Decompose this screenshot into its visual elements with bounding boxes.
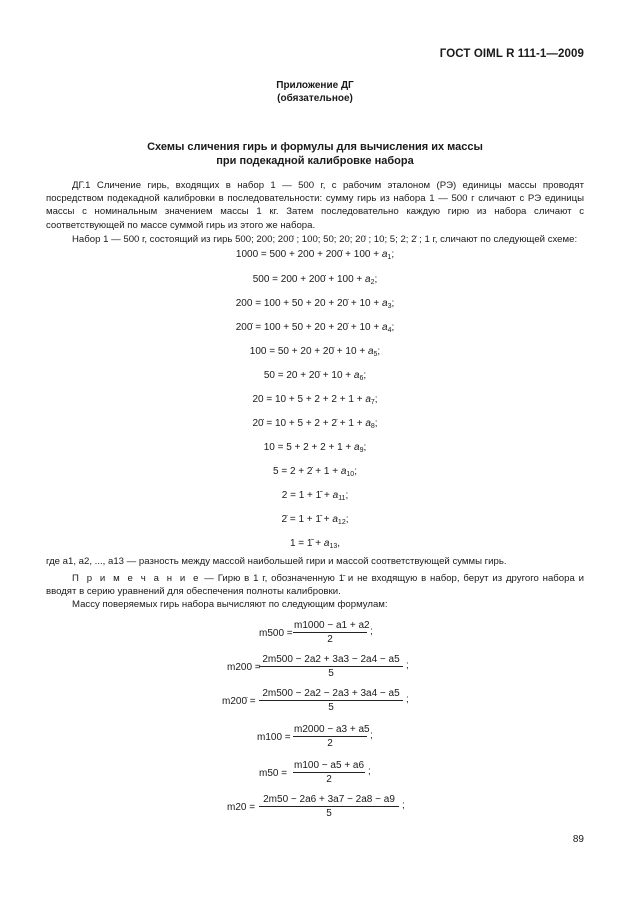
equation-tail: ; xyxy=(345,490,349,501)
equation-tail: ; xyxy=(345,514,349,525)
equation-variable: a xyxy=(365,274,371,285)
formula-tail: ; xyxy=(370,626,373,637)
equation-variable: a xyxy=(332,490,339,501)
equation-subscript: 3 xyxy=(387,303,392,310)
equation-tail: , xyxy=(337,538,341,549)
equation-lhs: 500 = 200 + 200̇ + 100 + xyxy=(252,274,366,285)
equation-tail: ; xyxy=(391,249,395,260)
where-text: где a1, a2, ..., a13 — разность между массой наибольшей гири и массой соответствующей суммы гирь. xyxy=(46,556,507,567)
formula-lhs: m20 = xyxy=(227,802,256,813)
note xyxy=(46,572,584,598)
equation-subscript: 13 xyxy=(329,543,338,550)
formula-lhs: m200̇ = xyxy=(222,696,256,707)
equation-lhs: 50 = 20 + 20̇ + 10 + xyxy=(263,370,354,381)
formula-denominator: 5 xyxy=(328,702,334,713)
formula-tail: ; xyxy=(368,766,371,777)
formula-denominator: 2 xyxy=(326,774,332,785)
formula-tail: ; xyxy=(402,800,405,811)
formula-tail: ; xyxy=(406,660,409,671)
equation-lhs: 100 = 50 + 20 + 20̇ + 10 + xyxy=(249,346,368,357)
page-number: 89 xyxy=(572,834,584,845)
formula-numerator: 2m500 − 2a2 − 2a3 + 3a4 − a5 xyxy=(259,688,403,701)
equation-lhs: 20 = 10 + 5 + 2 + 2 + 1 + xyxy=(252,394,366,405)
equation-tail: ; xyxy=(374,394,378,405)
formula-lhs: m500 = xyxy=(259,628,293,639)
formula-denominator: 2 xyxy=(327,738,333,749)
equation-9 xyxy=(0,442,630,454)
formula-numerator: 2m50 − 2a6 + 3a7 − 2a8 − a9 xyxy=(259,794,399,807)
equation-variable: a xyxy=(382,322,388,333)
equation-subscript: 9 xyxy=(359,447,364,454)
equation-variable: a xyxy=(365,418,371,429)
equation-variable: a xyxy=(340,466,347,477)
equation-subscript: 4 xyxy=(387,327,392,334)
equation-subscript: 1 xyxy=(387,254,392,261)
paragraph-2: Набор 1 — 500 г, состоящий из гирь 500; 200; 200̇ ; 100; 50; 20; 20̇ ; 10; 5; 2; 2̇ ; 1 г, сличают по следующей схеме: xyxy=(72,234,578,245)
formula-lhs: m50 = xyxy=(259,768,288,779)
formula-numerator: m100 − a5 + a6 xyxy=(294,760,365,771)
section-title-line2: при подекадной калибровке набора xyxy=(216,155,414,167)
equation-subscript: 7 xyxy=(370,399,375,406)
equation-10 xyxy=(0,466,630,478)
equation-lhs: 2̇ = 1 + 1̄ + xyxy=(281,514,333,525)
formula-lhs: m100 = xyxy=(257,732,291,743)
equation-subscript: 8 xyxy=(370,423,375,430)
paragraph-1: ДГ.1 Сличение гирь, входящих в набор 1 — 500 г, с рабочим эталоном (РЭ) единицы массы проводят посредством подекадной калибровки в последовательности: сумму гирь из набора 1 — 500 г сличают с РЭ единицы массы с номинальным значением массы 1 кг. Затем последовательно каждую гирю из набора сличают с соответствующей по массе суммой гирь из этого же набора. xyxy=(46,180,584,231)
equation-lhs: 1000 = 500 + 200 + 200̇ + 100 + xyxy=(235,249,382,260)
equation-12 xyxy=(0,514,630,526)
formula-numerator: 2m500 − 2a2 + 3a3 − 2a4 − a5 xyxy=(259,654,403,667)
equation-6 xyxy=(0,370,630,382)
equation-subscript: 2 xyxy=(370,279,375,286)
equation-subscript: 12 xyxy=(337,519,346,526)
appendix-title: Приложение ДГ xyxy=(276,80,354,91)
equation-4 xyxy=(0,322,630,334)
formula-lhs: m200 = xyxy=(227,662,261,673)
equation-lhs: 1 = 1̄ + xyxy=(289,538,324,549)
formula-numerator: m1000 − a1 + a2 xyxy=(294,620,370,631)
equation-tail: ; xyxy=(363,442,367,453)
equation-lhs: 5 = 2 + 2̇ + 1 + xyxy=(273,466,341,477)
equation-tail: ; xyxy=(377,346,381,357)
note-label: П р и м е ч а н и е xyxy=(72,573,201,584)
equation-2 xyxy=(0,274,630,286)
formula-denominator: 5 xyxy=(328,668,334,679)
equation-tail: ; xyxy=(391,322,395,333)
equation-tail: ; xyxy=(374,418,378,429)
section-title-line1: Схемы сличения гирь и формулы для вычисления их массы xyxy=(147,141,483,153)
equation-variable: a xyxy=(382,298,388,309)
equation-lhs: 20̇ = 10 + 5 + 2 + 2̇ + 1 + xyxy=(252,418,366,429)
appendix-subtitle: (обязательное) xyxy=(277,93,353,104)
equation-lhs: 200̇ = 100 + 50 + 20 + 20̇ + 10 + xyxy=(235,322,382,333)
equation-variable: a xyxy=(367,346,374,357)
equation-3 xyxy=(0,298,630,310)
equation-8 xyxy=(0,418,630,430)
equation-11 xyxy=(0,490,630,502)
equation-variable: a xyxy=(354,442,360,453)
equation-subscript: 11 xyxy=(338,495,346,502)
formula-denominator: 5 xyxy=(326,808,332,819)
equation-variable: a xyxy=(332,514,338,525)
equation-subscript: 5 xyxy=(373,351,378,358)
formula-tail: ; xyxy=(370,730,373,741)
equation-variable: a xyxy=(381,249,388,260)
equation-variable: a xyxy=(365,394,371,405)
equation-7 xyxy=(0,394,630,406)
equation-lhs: 10 = 5 + 2 + 2 + 1 + xyxy=(263,442,355,453)
equation-subscript: 6 xyxy=(359,375,364,382)
equation-tail: ; xyxy=(363,370,367,381)
formula-tail: ; xyxy=(406,694,409,705)
equation-1 xyxy=(0,249,630,261)
equation-subscript: 10 xyxy=(346,471,355,478)
equation-variable: a xyxy=(323,538,330,549)
document-header: ГОСТ OIML R 111-1—2009 xyxy=(439,48,584,60)
formula-numerator: m2000 − a3 + a5 xyxy=(294,724,370,735)
equation-tail: ; xyxy=(374,274,378,285)
formula-denominator: 2 xyxy=(327,634,333,645)
formulas-intro: Массу поверяемых гирь набора вычисляют по следующим формулам: xyxy=(72,599,388,610)
equation-lhs: 2 = 1 + 1̄ + xyxy=(281,490,333,501)
equation-lhs: 200 = 100 + 50 + 20 + 20̇ + 10 + xyxy=(235,298,382,309)
equation-5 xyxy=(0,346,630,358)
equation-tail: ; xyxy=(391,298,395,309)
equation-variable: a xyxy=(353,370,360,381)
note-text: — Гирю в 1 г, обозначенную 1̄ и не входящую в набор, берут из другого набора и вводят в серию уравнений для обеспечения полноты калибровки. xyxy=(46,573,585,598)
equation-tail: ; xyxy=(354,466,357,477)
equation-13 xyxy=(0,538,630,550)
